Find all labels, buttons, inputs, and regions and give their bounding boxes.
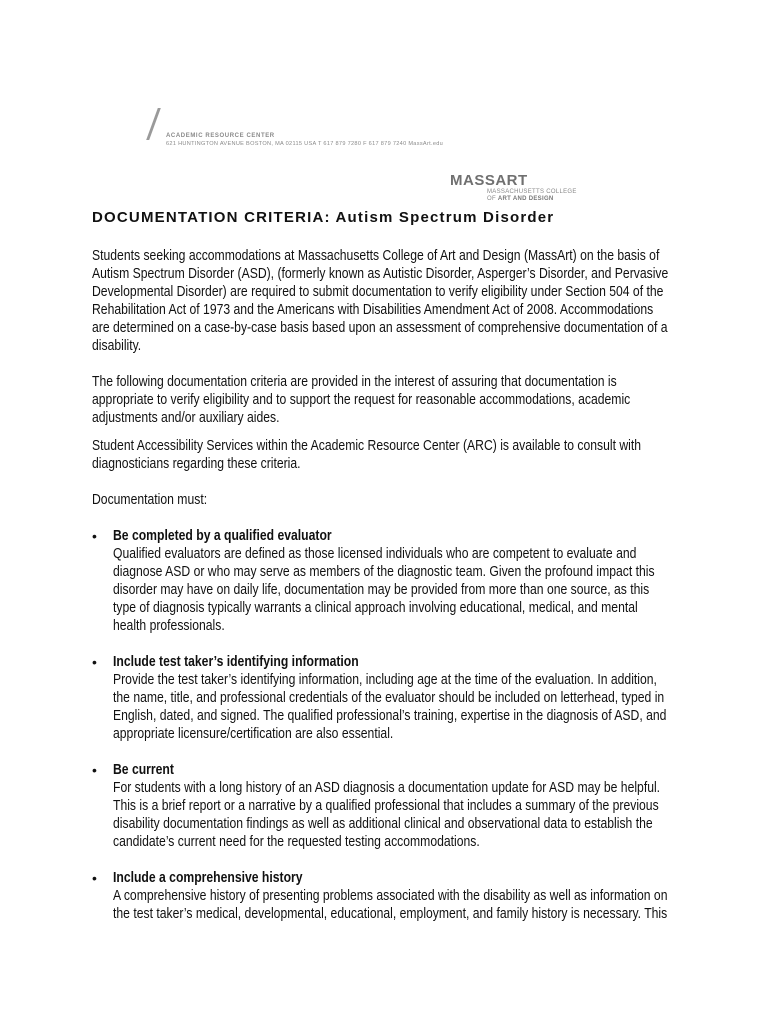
text-line: Students seeking accommodations at Massachusetts College of Art and Design (MassArt) on the basis of: [92, 248, 660, 264]
text-line: disability.: [92, 338, 142, 354]
text-line: Student Accessibility Services within the Academic Resource Center (ARC) is available to consult with: [92, 438, 642, 454]
massart-logo: [450, 172, 577, 202]
bullet-icon: •: [92, 528, 97, 544]
text-line: English, dated, and signed. The qualified professional’s training, expertise in the diagnosis of ASD, and: [113, 708, 667, 724]
text-line: Autism Spectrum Disorder (ASD), (formerly known as Autistic Disorder, Asperger’s Disorder, and Pervasive: [92, 266, 669, 282]
text-line: disability documentation findings as well as additional clinical and observational data to establish the: [113, 816, 653, 832]
bullet-heading-text: Include a comprehensive history: [113, 870, 303, 886]
text-line: the name, title, and professional credentials of the evaluator should be included on letterhead, typed in: [113, 690, 665, 706]
text-line: health professionals.: [113, 618, 225, 634]
letterhead-address: 621 HUNTINGTON AVENUE BOSTON, MA 02115 USA T 617 879 7280 F 617 879 7240 MassArt.edu: [166, 141, 444, 147]
letterhead-slash: [146, 108, 161, 140]
logo-mark: MASSART: [450, 172, 528, 189]
text-line: are determined on a case-by-case basis based upon an assessment of comprehensive documentation of a: [92, 320, 668, 336]
bullet-icon: •: [92, 654, 97, 670]
text-line: type of diagnosis typically warrants a clinical approach involving educational, medical, and mental: [113, 600, 638, 616]
bullet-body: [113, 779, 764, 851]
bullet-heading: [113, 653, 405, 671]
text-line: the test taker’s medical, developmental, educational, employment, and family history is necessary. This: [113, 906, 668, 922]
paragraph: [92, 247, 770, 355]
text-line: diagnose ASD or who may serve as members of the diagnostic team. Given the profound impact this: [113, 564, 655, 580]
bullet-heading: [113, 761, 186, 779]
logo-line1: MASSACHUSETTS COLLEGE: [487, 189, 577, 195]
text-line: This is a brief report or a narrative by a qualified professional that includes a summary of the previous: [113, 798, 659, 814]
bullet-body: [113, 671, 770, 743]
bullet-heading: [113, 527, 373, 545]
letterhead-dept: ACADEMIC RESOURCE CENTER: [166, 133, 275, 139]
text-line: Provide the test taker’s identifying information, including age at the time of the evaluation. In addition,: [113, 672, 657, 688]
page-title: DOCUMENTATION CRITERIA: Autism Spectrum Disorder: [92, 209, 555, 226]
text-line: For students with a long history of an ASD diagnosis a documentation update for ASD may be helpful.: [113, 780, 661, 796]
bullet-heading-text: Be current: [113, 762, 174, 778]
logo-line2: OF ART AND DESIGN: [487, 196, 554, 202]
paragraph: [92, 373, 733, 427]
text-line: Documentation must:: [92, 492, 208, 508]
text-line: adjustments and/or auxiliary aides.: [92, 410, 280, 426]
paragraph: [92, 437, 746, 473]
bullet-icon: •: [92, 762, 97, 778]
text-line: Rehabilitation Act of 1973 and the Americans with Disabilities Amendment Act of 2008. Accommodations: [92, 302, 654, 318]
bullet-heading-text: Be completed by a qualified evaluator: [113, 528, 332, 544]
text-line: Developmental Disorder) are required to submit documentation to verify eligibility under Section 504 of the: [92, 284, 664, 300]
text-line: candidate’s current need for the requested testing accommodations.: [113, 834, 480, 850]
text-line: The following documentation criteria are provided in the interest of assuring that documentation is: [92, 374, 617, 390]
bullet-body: [113, 887, 770, 923]
paragraph: [92, 491, 229, 509]
bullet-body: [113, 545, 758, 635]
text-line: appropriate to verify eligibility and to support the request for reasonable accommodations, academic: [92, 392, 631, 408]
bullet-heading: [113, 869, 339, 887]
text-line: diagnosticians regarding these criteria.: [92, 456, 301, 472]
text-line: disorder may have on daily life, documentation may be provided from more than one source, as this: [113, 582, 650, 598]
text-line: appropriate licensure/certification are also essential.: [113, 726, 394, 742]
bullet-heading-text: Include test taker’s identifying information: [113, 654, 359, 670]
text-line: A comprehensive history of presenting problems associated with the disability as well as information on: [113, 888, 668, 904]
bullet-icon: •: [92, 870, 97, 886]
text-line: Qualified evaluators are defined as those licensed individuals who are competent to evaluate and: [113, 546, 637, 562]
